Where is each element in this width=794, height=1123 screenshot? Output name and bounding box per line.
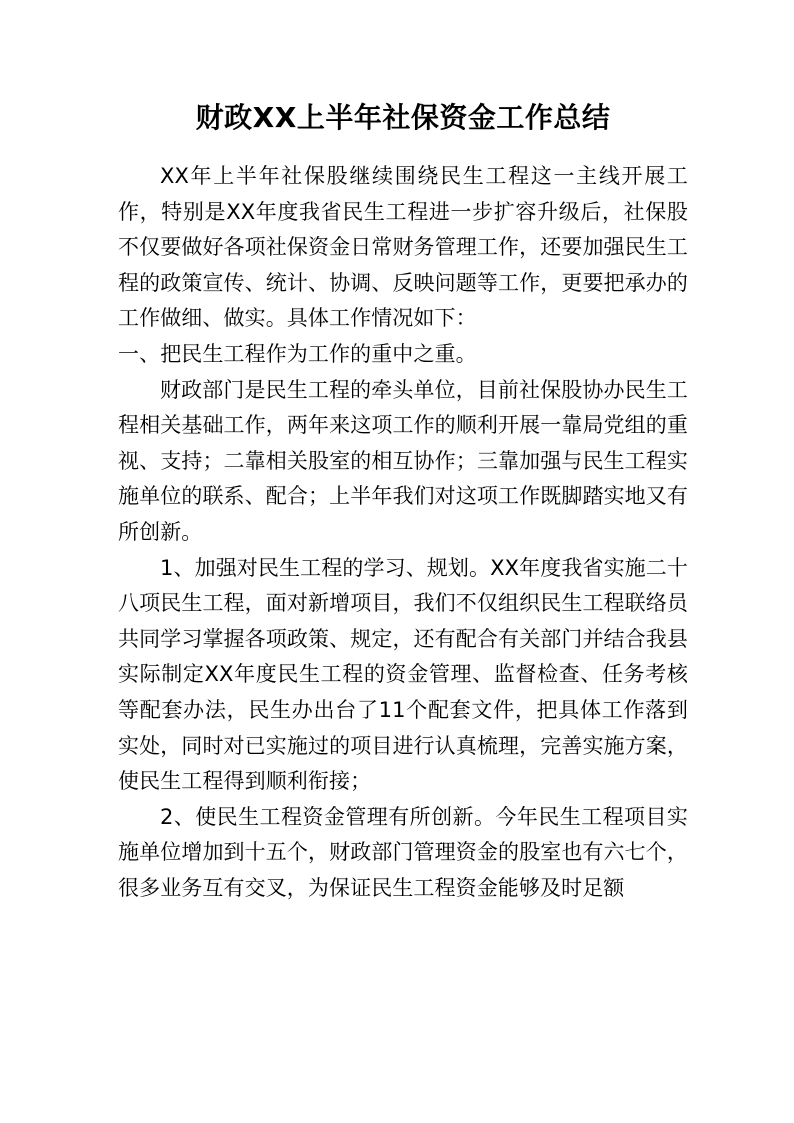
paragraph-intro: XX年上半年社保股继续围绕民生工程这一主线开展工作，特别是XX年度我省民生工程进一步扩容升级后，社保股不仅要做好各项社保资金日常财务管理工作，还要加强民生工程的政策宣传、统计、协调、反映问题等工作，更要把承办的工作做细、做实。具体工作情况如下： [118,164,688,331]
document-body [118,159,688,906]
section-heading-1: 一、把民生工程作为工作的重中之重。 [118,341,477,366]
paragraph-section-1: 财政部门是民生工程的牵头单位，目前社保股协办民生工程相关基础工作，两年来这项工作的顺利开展一靠局党组的重视、支持；二靠相关股室的相互协作；三靠加强与民生工程实施单位的联系、配合；上半年我们对这项工作既脚踏实地又有所创新。 [118,377,688,544]
document-title: 财政XX上半年社保资金工作总结 [195,101,611,134]
document-page [118,96,688,906]
paragraph-item-2: 2、使民生工程资金管理有所创新。今年民生工程项目实施单位增加到十五个，财政部门管理资金的股室也有六七个，很多业务互有交叉，为保证民生工程资金能够及时足额 [118,804,688,900]
paragraph-item-1: 1、加强对民生工程的学习、规划。XX年度我省实施二十八项民生工程，面对新增项目，我们不仅组织民生工程联络员共同学习掌握各项政策、规定，还有配合有关部门并结合我县实际制定XX年度民生工程的资金管理、监督检查、任务考核等配套办法，民生办出台了11个配套文件，把具体工作落到实处，同时对已实施过的项目进行认真梳理，完善实施方案，使民生工程得到顺利衔接； [118,555,688,794]
